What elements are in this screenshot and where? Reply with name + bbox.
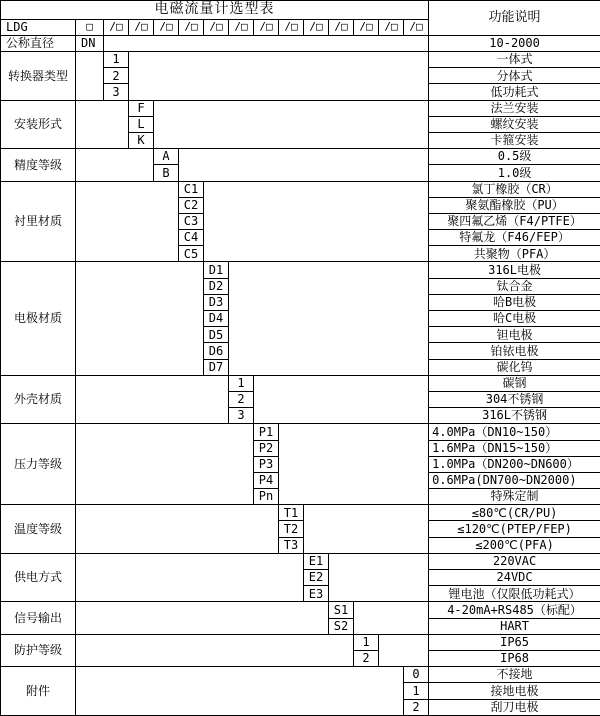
- function-cell: 铂铱电极: [429, 343, 600, 359]
- code-cell: S2: [329, 618, 354, 634]
- function-cell: 一体式: [429, 52, 600, 68]
- code-cell: 1: [404, 683, 429, 699]
- code-cell: E2: [304, 570, 329, 586]
- model-slot-box: /□: [354, 19, 379, 35]
- code-cell: D7: [204, 359, 229, 375]
- group-label-installation: 安装形式: [1, 100, 76, 149]
- function-cell: 0.6MPa(DN700~DN2000): [429, 472, 600, 488]
- spacer-cell: [76, 667, 404, 716]
- table-row: [1, 553, 600, 569]
- spacer-cell: [254, 375, 429, 424]
- table-row: [1, 505, 600, 521]
- table-row: [1, 667, 600, 683]
- model-slot-box: /□: [404, 19, 429, 35]
- function-cell: 钛合金: [429, 278, 600, 294]
- function-cell: 不接地: [429, 667, 600, 683]
- code-cell: D1: [204, 262, 229, 278]
- code-cell: D3: [204, 294, 229, 310]
- spacer-cell: [76, 424, 254, 505]
- spacer-cell: [76, 553, 304, 602]
- function-cell: IP65: [429, 634, 600, 650]
- function-cell: 1.0MPa（DN200~DN600）: [429, 456, 600, 472]
- code-cell: P1: [254, 424, 279, 440]
- model-slot-box: /□: [104, 19, 129, 35]
- model-slot-box: /□: [204, 19, 229, 35]
- spacer-cell: [279, 424, 429, 505]
- function-cell: 聚四氟乙烯（F4/PTFE）: [429, 213, 600, 229]
- code-cell: D4: [204, 311, 229, 327]
- spacer-cell: [304, 505, 429, 554]
- function-cell: 卡箍安装: [429, 132, 600, 148]
- code-cell: DN: [76, 35, 104, 51]
- spacer-cell: [154, 100, 429, 149]
- code-cell: P4: [254, 472, 279, 488]
- spacer-cell: [76, 181, 179, 262]
- code-cell: 1: [354, 634, 379, 650]
- code-cell: A: [154, 149, 179, 165]
- code-cell: 0: [404, 667, 429, 683]
- function-cell: IP68: [429, 650, 600, 666]
- group-label-temperature-rating: 温度等级: [1, 505, 76, 554]
- function-cell: 1.0级: [429, 165, 600, 181]
- code-cell: 1: [104, 52, 129, 68]
- function-cell: 刮刀电极: [429, 699, 600, 715]
- function-cell: 锂电池（仅限低功耗式）: [429, 586, 600, 602]
- code-cell: T2: [279, 521, 304, 537]
- group-label-housing-material: 外壳材质: [1, 375, 76, 424]
- code-cell: C2: [179, 197, 204, 213]
- code-cell: D5: [204, 327, 229, 343]
- function-cell: 氯丁橡胶（CR）: [429, 181, 600, 197]
- table-title: 电磁流量计选型表: [1, 1, 429, 20]
- code-cell: 3: [104, 84, 129, 100]
- table-row: [1, 35, 600, 51]
- spacer-cell: [76, 505, 279, 554]
- code-cell: C3: [179, 213, 204, 229]
- function-cell: 聚氨酯橡胶（PU）: [429, 197, 600, 213]
- function-cell: 4.0MPa（DN10~150）: [429, 424, 600, 440]
- function-cell: ≤120℃(PTEP/FEP): [429, 521, 600, 537]
- table-row: [1, 181, 600, 197]
- function-cell: ≤80℃(CR/PU): [429, 505, 600, 521]
- spacer-cell: [354, 602, 429, 634]
- code-cell: F: [129, 100, 154, 116]
- function-cell: 哈B电极: [429, 294, 600, 310]
- group-label-protection-rating: 防护等级: [1, 634, 76, 666]
- group-label-accuracy: 精度等级: [1, 149, 76, 181]
- code-cell: P3: [254, 456, 279, 472]
- model-slot-box: /□: [179, 19, 204, 35]
- function-cell: 10-2000: [429, 35, 600, 51]
- code-cell: E1: [304, 553, 329, 569]
- function-cell: 24VDC: [429, 570, 600, 586]
- model-slot-box: □: [76, 19, 104, 35]
- group-label-accessories: 附件: [1, 667, 76, 716]
- group-label-diameter: 公称直径: [1, 35, 76, 51]
- code-cell: Pn: [254, 489, 279, 505]
- spacer-cell: [329, 553, 429, 602]
- spacer-cell: [76, 375, 229, 424]
- code-cell: 2: [104, 68, 129, 84]
- code-cell: L: [129, 116, 154, 132]
- spacer-cell: [129, 52, 429, 101]
- code-cell: T1: [279, 505, 304, 521]
- spacer-cell: [76, 262, 204, 375]
- model-slot-box: /□: [379, 19, 404, 35]
- spacer-cell: [76, 100, 129, 149]
- code-cell: B: [154, 165, 179, 181]
- group-label-power-supply: 供电方式: [1, 553, 76, 602]
- code-cell: C4: [179, 230, 204, 246]
- spacer-cell: [76, 52, 104, 101]
- function-cell: 1.6MPa（DN15~150）: [429, 440, 600, 456]
- function-cell: 哈C电极: [429, 311, 600, 327]
- table-row: [1, 1, 600, 20]
- code-cell: C1: [179, 181, 204, 197]
- table-row: [1, 149, 600, 165]
- function-cell: 钽电极: [429, 327, 600, 343]
- function-cell: 碳钢: [429, 375, 600, 391]
- function-cell: 0.5级: [429, 149, 600, 165]
- function-cell: 低功耗式: [429, 84, 600, 100]
- group-label-electrode-material: 电极材质: [1, 262, 76, 375]
- group-label-pressure-rating: 压力等级: [1, 424, 76, 505]
- function-cell: 4-20mA+RS485（标配）: [429, 602, 600, 618]
- spacer-cell: [76, 602, 329, 634]
- code-cell: D2: [204, 278, 229, 294]
- table-row: [1, 634, 600, 650]
- table-row: [1, 602, 600, 618]
- model-slot-box: /□: [254, 19, 279, 35]
- model-slot-box: /□: [279, 19, 304, 35]
- function-column-header: 功能说明: [429, 1, 600, 36]
- group-label-liner-material: 衬里材质: [1, 181, 76, 262]
- code-cell: 1: [229, 375, 254, 391]
- function-cell: 特氟龙（F46/FEP）: [429, 230, 600, 246]
- spacer-cell: [179, 149, 429, 181]
- function-cell: 共聚物（PFA）: [429, 246, 600, 262]
- code-cell: K: [129, 132, 154, 148]
- model-slot-box: /□: [229, 19, 254, 35]
- table-row: [1, 262, 600, 278]
- spacer-cell: [229, 262, 429, 375]
- code-cell: C5: [179, 246, 204, 262]
- code-cell: 2: [404, 699, 429, 715]
- model-slot-box: /□: [329, 19, 354, 35]
- spacer-cell: [379, 634, 429, 666]
- model-slot-box: /□: [154, 19, 179, 35]
- table-row: [1, 100, 600, 116]
- table-row: [1, 375, 600, 391]
- table-row: [1, 424, 600, 440]
- function-cell: 螺纹安装: [429, 116, 600, 132]
- spacer-cell: [76, 149, 154, 181]
- function-cell: 304不锈钢: [429, 391, 600, 407]
- model-slot-box: /□: [304, 19, 329, 35]
- code-cell: E3: [304, 586, 329, 602]
- function-cell: ≤200℃(PFA): [429, 537, 600, 553]
- spacer-cell: [104, 35, 429, 51]
- code-cell: 2: [229, 391, 254, 407]
- code-cell: T3: [279, 537, 304, 553]
- table-row: [1, 52, 600, 68]
- function-cell: HART: [429, 618, 600, 634]
- spacer-cell: [76, 634, 354, 666]
- model-slot-box: /□: [129, 19, 154, 35]
- function-cell: 接地电极: [429, 683, 600, 699]
- code-cell: 2: [354, 650, 379, 666]
- function-cell: 220VAC: [429, 553, 600, 569]
- spacer-cell: [204, 181, 429, 262]
- function-cell: 316L电极: [429, 262, 600, 278]
- code-cell: D6: [204, 343, 229, 359]
- function-cell: 碳化钨: [429, 359, 600, 375]
- function-cell: 特殊定制: [429, 489, 600, 505]
- function-cell: 法兰安装: [429, 100, 600, 116]
- code-cell: S1: [329, 602, 354, 618]
- code-cell: P2: [254, 440, 279, 456]
- group-label-signal-output: 信号输出: [1, 602, 76, 634]
- group-label-converter-type: 转换器类型: [1, 52, 76, 101]
- model-prefix-cell: LDG: [1, 19, 76, 35]
- function-cell: 316L不锈钢: [429, 408, 600, 424]
- function-cell: 分体式: [429, 68, 600, 84]
- code-cell: 3: [229, 408, 254, 424]
